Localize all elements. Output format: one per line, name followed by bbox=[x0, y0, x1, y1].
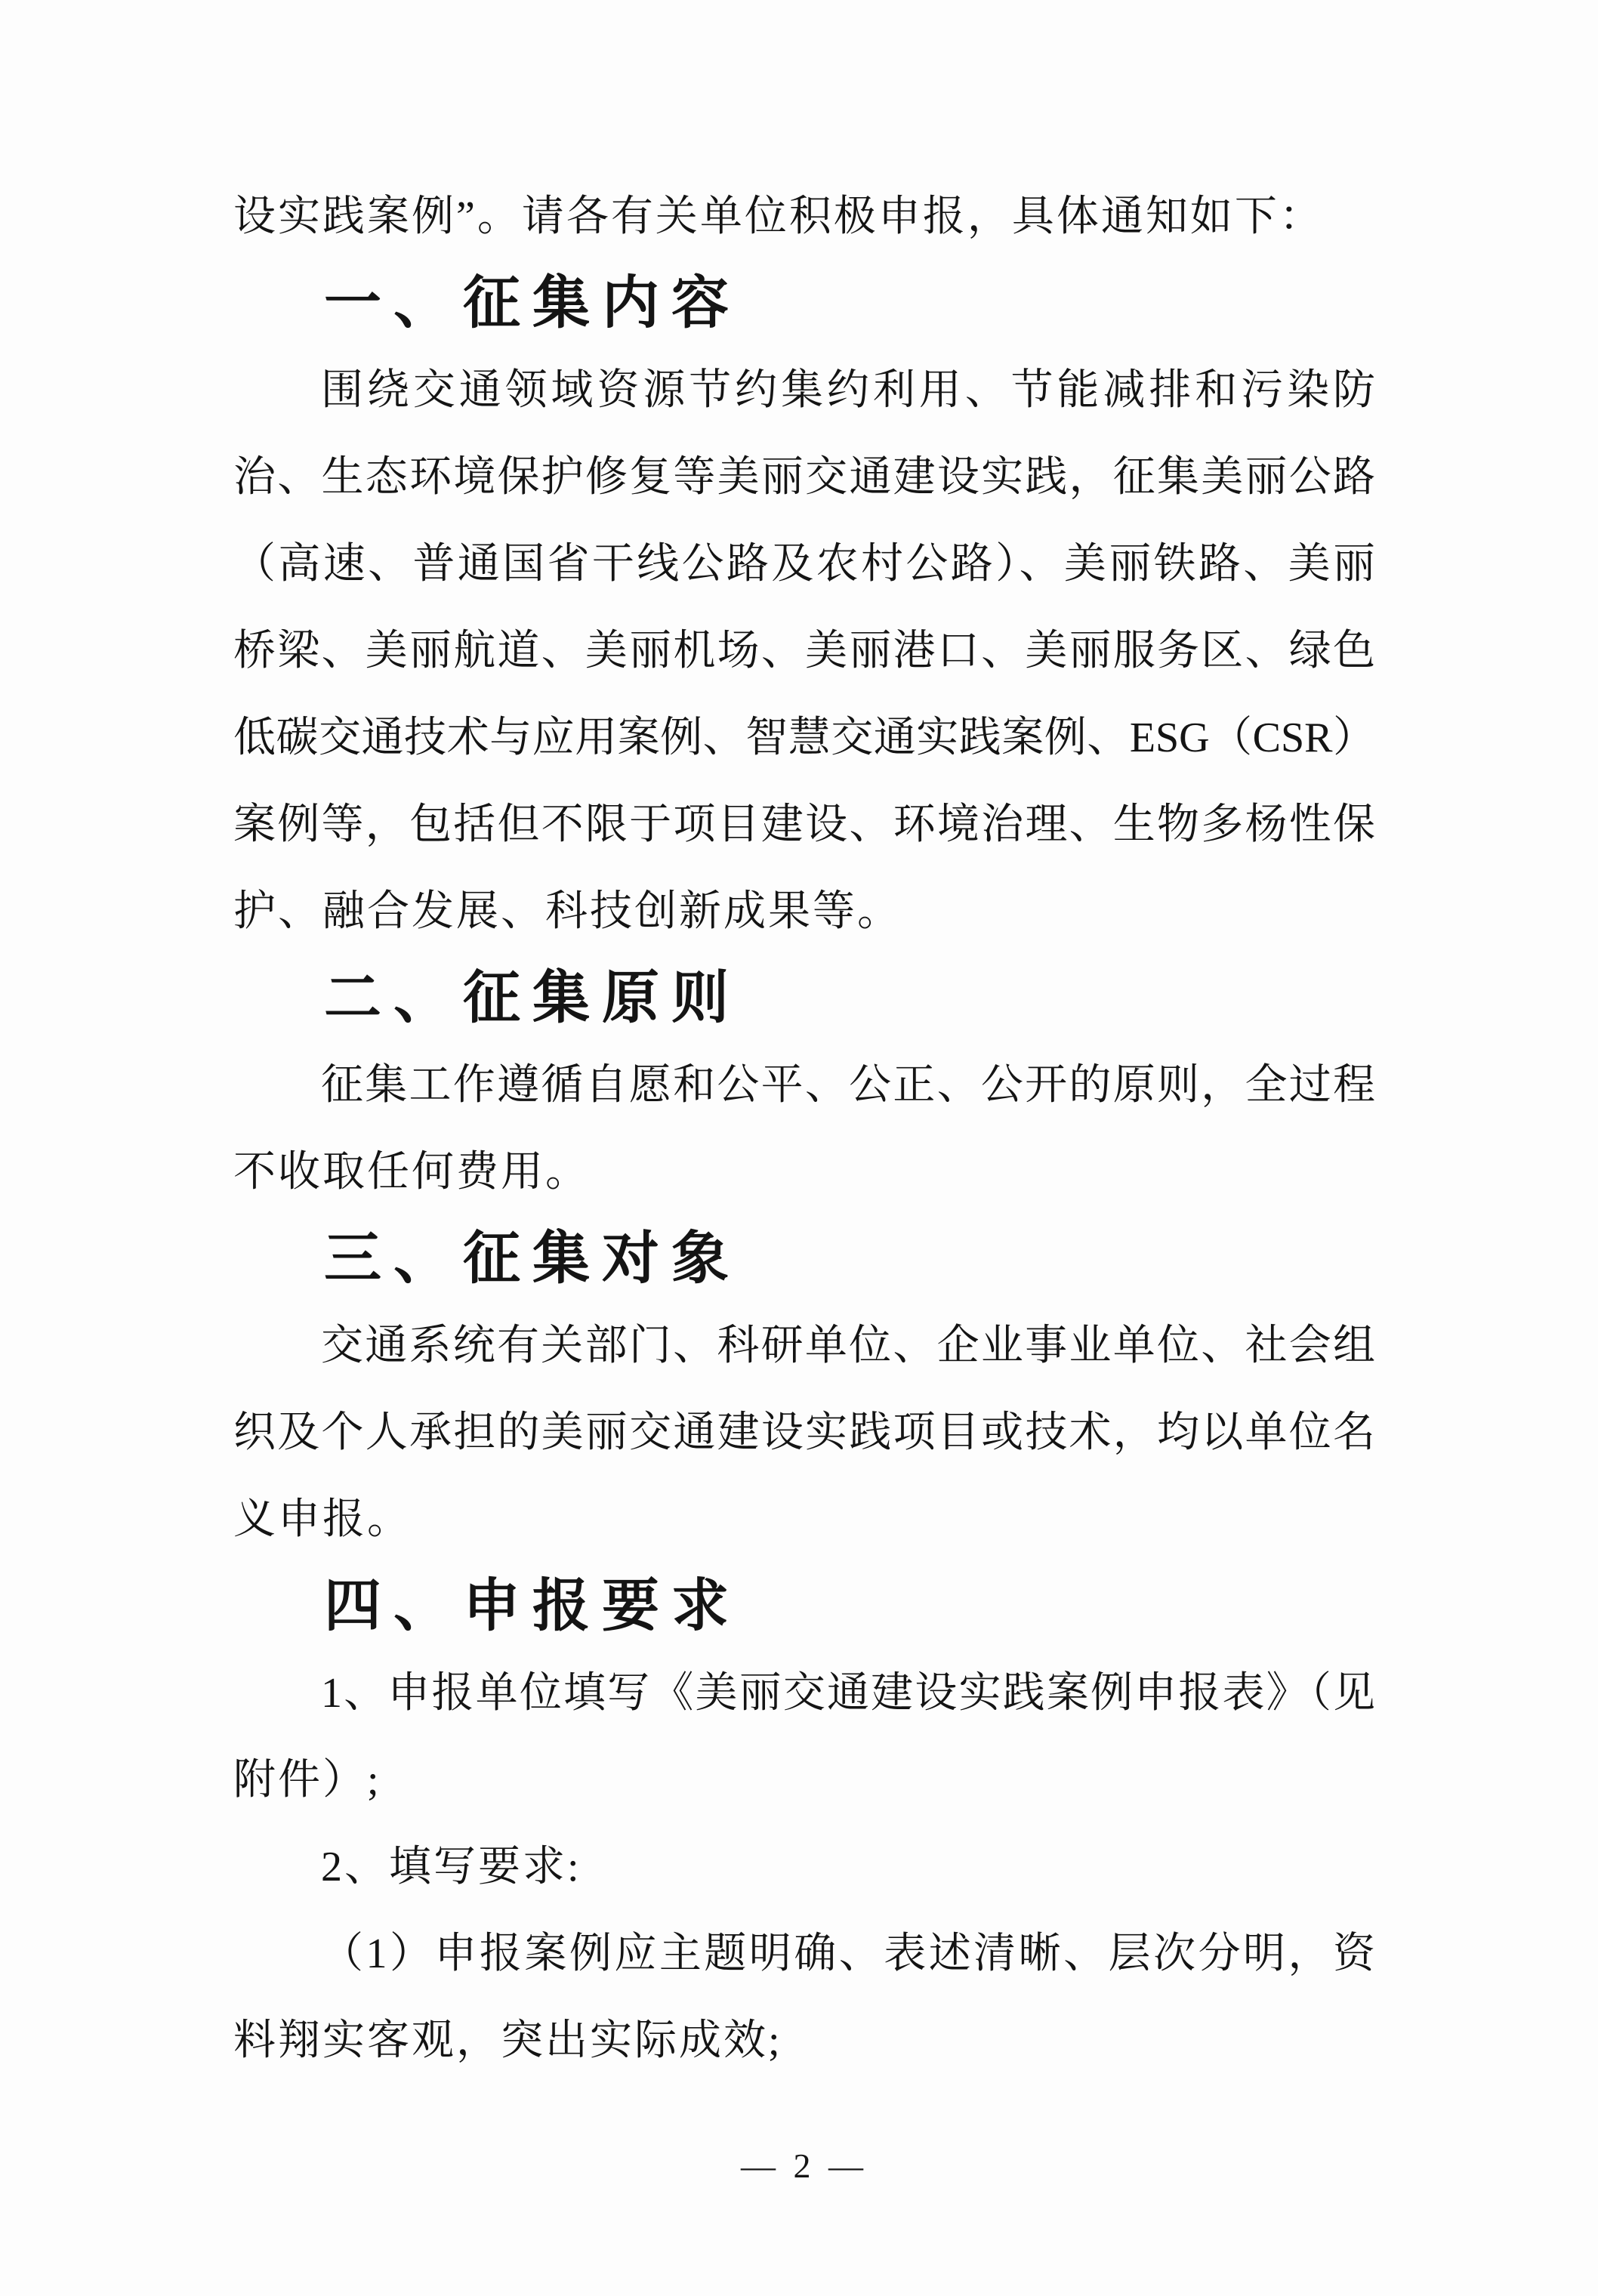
section-heading bbox=[233, 261, 1375, 347]
text-line: 护、融合发展、科技创新成果等。 bbox=[233, 888, 902, 935]
section-heading bbox=[233, 1563, 1375, 1650]
text-line: 治、生态环境保护修复等美丽交通建设实践，征集美丽公路 bbox=[233, 454, 1375, 501]
text-line: 交通系统有关部门、科研单位、企业事业单位、社会组 bbox=[321, 1322, 1375, 1369]
section-heading bbox=[233, 1216, 1375, 1303]
text-line: 附件）; bbox=[233, 1757, 381, 1804]
text-line: 不收取任何费用。 bbox=[233, 1149, 590, 1196]
text-line: 案例等，包括但不限于项目建设、环境治理、生物多杨性保 bbox=[233, 801, 1375, 848]
paragraph bbox=[233, 1824, 1375, 1911]
text-line: （1）申报案例应主题明确、表述清晰、层次分明，资 bbox=[321, 1930, 1375, 1977]
text-content bbox=[233, 174, 1375, 2085]
text-line: 桥梁、美丽航道、美丽机场、美丽港口、美丽服务区、绿色 bbox=[233, 628, 1375, 674]
heading-line: 一、征集内容 bbox=[324, 272, 741, 335]
text-line: 围绕交通领域资源节约集约利用、节能减排和污染防 bbox=[321, 367, 1375, 414]
text-line: 低碳交通技术与应用案例、智慧交通实践案例、ESG（CSR） bbox=[233, 714, 1375, 761]
text-line: 料翔实客观，突出实际成效; bbox=[233, 2017, 782, 2064]
text-line: 2、填写要求: bbox=[321, 1844, 582, 1890]
heading-line: 四、申报要求 bbox=[324, 1575, 741, 1638]
text-line: 设实践案例”。请各有关单位积极申报，具体通知如下： bbox=[233, 193, 1324, 240]
paragraph bbox=[233, 1650, 1375, 1824]
text-line: 织及个人承担的美丽交通建设实践项目或技术，均以单位名 bbox=[233, 1409, 1375, 1456]
text-line: 义申报。 bbox=[233, 1496, 412, 1543]
page-number: — 2 — bbox=[741, 2146, 868, 2185]
paragraph bbox=[233, 1042, 1375, 1216]
paragraph bbox=[233, 1303, 1375, 1563]
heading-line: 二、征集原则 bbox=[324, 967, 741, 1030]
paragraph bbox=[233, 1911, 1375, 2085]
text-line: （高速、普通国省干线公路及农村公路）、美丽铁路、美丽 bbox=[233, 541, 1375, 588]
text-line: 1、申报单位填写《美丽交通建设实践案例申报表》（见 bbox=[321, 1670, 1375, 1717]
text-line: 征集工作遵循自愿和公平、公正、公开的原则，全过程 bbox=[321, 1062, 1375, 1109]
section-heading bbox=[233, 955, 1375, 1042]
paragraph bbox=[233, 174, 1375, 261]
heading-line: 三、征集对象 bbox=[324, 1227, 741, 1291]
paragraph bbox=[233, 347, 1375, 955]
